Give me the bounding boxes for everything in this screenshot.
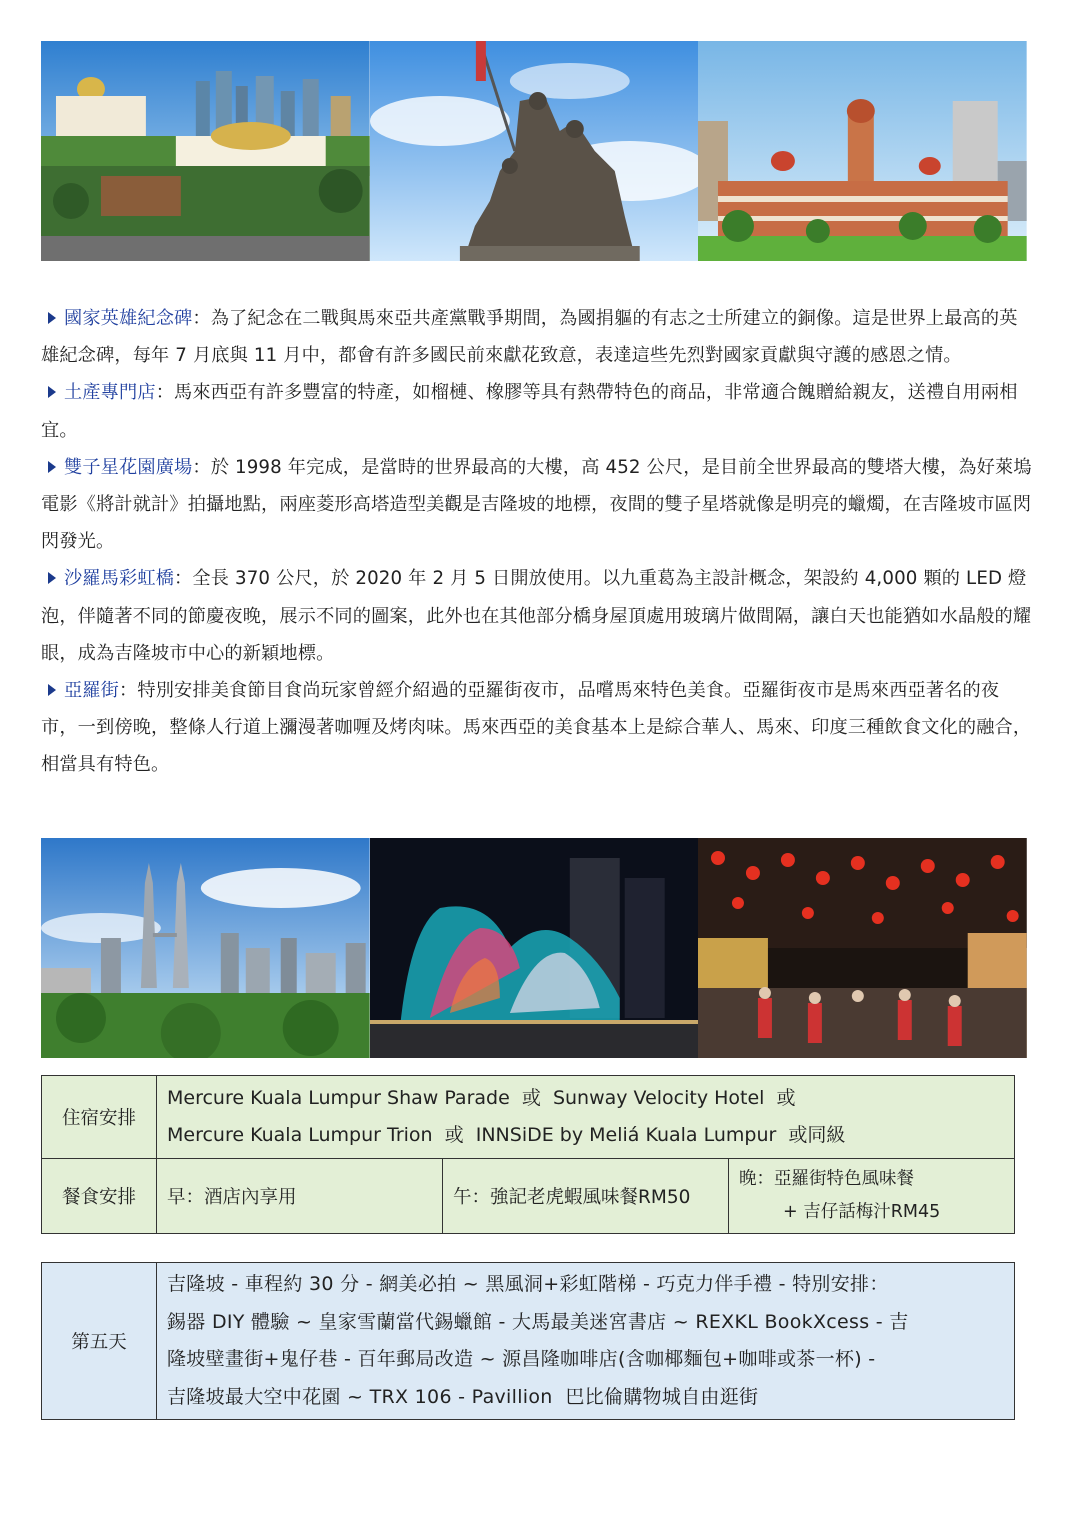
triangle-bullet-icon (48, 572, 56, 584)
day5-row (42, 1263, 1015, 1420)
attraction-description: ：特別安排美食節目食尚玩家曾經介紹過的亞羅街夜市，品嚐馬來特色美食。亞羅街夜市是馬來西亞著名的夜市，一到傍晚，整條人行道上瀰漫著咖喱及烤肉味。馬來西亞的美食基本上是綜合華人、馬來、印度三種飲食文化的融合，相當具有特色。 (41, 680, 1032, 776)
petronas-towers-photo (41, 838, 370, 1058)
attraction-title: 土產專門店 (64, 382, 156, 404)
sultan-abdul-samad-building-photo (698, 41, 1027, 261)
istana-negara-photo (41, 41, 370, 261)
itinerary-line: 隆坡壁畫街+鬼仔巷 - 百年郵局改造 ~ 源昌隆咖啡店(含咖椰麵包+咖啡或茶一杯) - (167, 1348, 876, 1370)
attractions-text (41, 300, 1033, 784)
meals-label: 餐食安排 (42, 1159, 157, 1234)
itinerary-line: 吉隆坡 - 車程約 30 分 - 網美必拍 ~ 黑風洞+彩虹階梯 - 巧克力伴手禮 - 特別安排： (167, 1273, 889, 1295)
dinner-line-1: 晚：亞羅街特色風味餐 (739, 1169, 914, 1189)
saloma-bridge-night-photo (370, 838, 699, 1058)
national-monument-photo (370, 41, 699, 261)
triangle-bullet-icon (48, 386, 56, 398)
attraction-title: 雙子星花園廣場 (64, 456, 193, 478)
attraction-national-monument (41, 300, 1033, 374)
bottom-photo-row (41, 838, 1027, 1058)
dinner-cell (729, 1159, 1015, 1234)
accommodation-row (42, 1076, 1015, 1159)
top-photo-row (41, 41, 1027, 261)
triangle-bullet-icon (48, 312, 56, 324)
attraction-saloma-bridge (41, 560, 1033, 672)
day5-itinerary-table (41, 1262, 1015, 1420)
hotel-line-2: Mercure Kuala Lumpur Trion 或 INNSiDE by Meliá Kuala Lumpur 或同級 (167, 1124, 846, 1146)
triangle-bullet-icon (48, 461, 56, 473)
triangle-bullet-icon (48, 684, 56, 696)
attraction-title: 亞羅街 (64, 680, 120, 702)
attraction-description: ：於 1998 年完成，是當時的世界最高的大樓，高 452 公尺，是目前全世界最高的雙塔大樓，為好萊塢電影《將計就計》拍攝地點，兩座菱形高塔造型美觀是吉隆坡的地標，夜間的雙子星塔就像是明亮的蠟燭，在吉隆坡市區閃閃發光。 (41, 456, 1032, 553)
itinerary-line: 吉隆坡最大空中花園 ~ TRX 106 - Pavillion 巴比倫購物城自由逛街 (167, 1385, 759, 1408)
breakfast-cell: 早：酒店內享用 (157, 1159, 443, 1234)
attraction-description: ：全長 370 公尺，於 2020 年 2 月 5 日開放使用。以九重葛為主設計概念，架設約 4,000 顆的 LED 燈泡，伴隨著不同的節慶夜晚，展示不同的圖案，此外也在其他部分橋身屋頂處用玻璃片做間隔，讓白天也能猶如水晶般的耀眼，成為吉隆坡市中心的新穎地標。 (41, 568, 1032, 664)
attraction-local-products-shop (41, 374, 1033, 448)
day-label: 第五天 (42, 1263, 157, 1420)
hotel-line-1: Mercure Kuala Lumpur Shaw Parade 或 Sunway Velocity Hotel 或 (167, 1087, 796, 1109)
day5-description (157, 1263, 1015, 1420)
hotel-options (157, 1076, 1015, 1159)
attraction-description: ：馬來西亞有許多豐富的特產，如榴槤、橡膠等具有熱帶特色的商品，非常適合餽贈給親友，送禮自用兩相宜。 (41, 382, 1018, 441)
accommodation-label: 住宿安排 (42, 1076, 157, 1159)
itinerary-line: 錫器 DIY 體驗 ~ 皇家雪蘭當代錫蠟館 - 大馬最美迷宮書店 ~ REXKL BookXcess - 吉 (167, 1310, 909, 1333)
lunch-cell: 午：強記老虎蝦風味餐RM50 (443, 1159, 729, 1234)
attraction-twin-towers (41, 449, 1033, 561)
attraction-title: 國家英雄紀念碑 (64, 308, 193, 329)
accommodation-meals-table (41, 1075, 1015, 1234)
jalan-alor-night-market-photo (698, 838, 1027, 1058)
attraction-title: 沙羅馬彩虹橋 (64, 568, 175, 590)
attraction-jalan-alor (41, 672, 1033, 784)
attraction-description: ：為了紀念在二戰與馬來亞共產黨戰爭期間，為國捐軀的有志之士所建立的銅像。這是世界上最高的英雄紀念碑，每年 7 月底與 11 月中，都會有許多國民前來獻花致意，表達這些先烈對國家貢獻與守護的感恩之情。 (41, 308, 1018, 367)
meals-row (42, 1159, 1015, 1234)
dinner-line-2: + 吉仔話梅汁RM45 (783, 1202, 941, 1222)
